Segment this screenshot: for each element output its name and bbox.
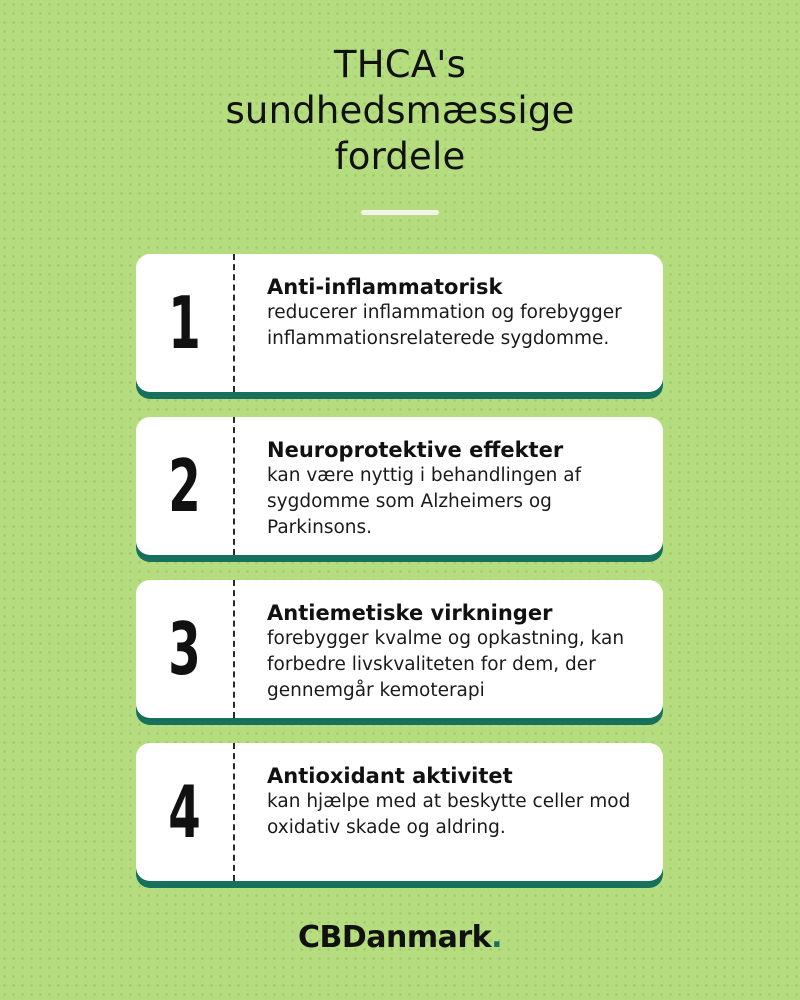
brand-dot: . [491,920,503,955]
benefit-number: 2 [168,444,201,528]
benefit-description: kan være nyttig i behandlingen af sygdomme som Alzheimers og Parkinsons. [267,465,582,538]
benefit-number: 1 [168,281,201,365]
benefit-description: forebygger kvalme og opkastning, kan forbedre livskvaliteten for dem, der gennemgår kemoterapi [267,628,625,701]
benefit-card-1 [136,254,663,392]
benefit-card-3 [136,580,663,718]
benefit-heading: Neuroprotektive effekter [267,438,564,462]
brand-logo [0,920,800,955]
brand-name: CBDanmark [297,920,492,955]
benefit-number: 3 [168,607,201,691]
title-line-2: sundhedsmæssige [225,89,575,132]
benefit-number: 4 [168,770,201,854]
dashed-separator [233,580,235,718]
benefit-heading: Antioxidant aktivitet [267,764,513,788]
benefit-card-2 [136,417,663,555]
benefit-heading: Antiemetiske virkninger [267,601,553,625]
dashed-separator [233,254,235,392]
benefit-card-4 [136,743,663,881]
benefit-description: reducerer inflammation og forebygger inflammationsrelaterede sygdomme. [267,302,622,349]
title-divider [361,210,439,215]
page-title [0,42,800,180]
title-line-1: THCA's [333,43,467,86]
title-line-3: fordele [334,135,466,178]
dashed-separator [233,743,235,881]
dashed-separator [233,417,235,555]
benefit-description: kan hjælpe med at beskytte celler mod oxidativ skade og aldring. [267,791,631,838]
benefit-heading: Anti-inflammatorisk [267,275,503,299]
